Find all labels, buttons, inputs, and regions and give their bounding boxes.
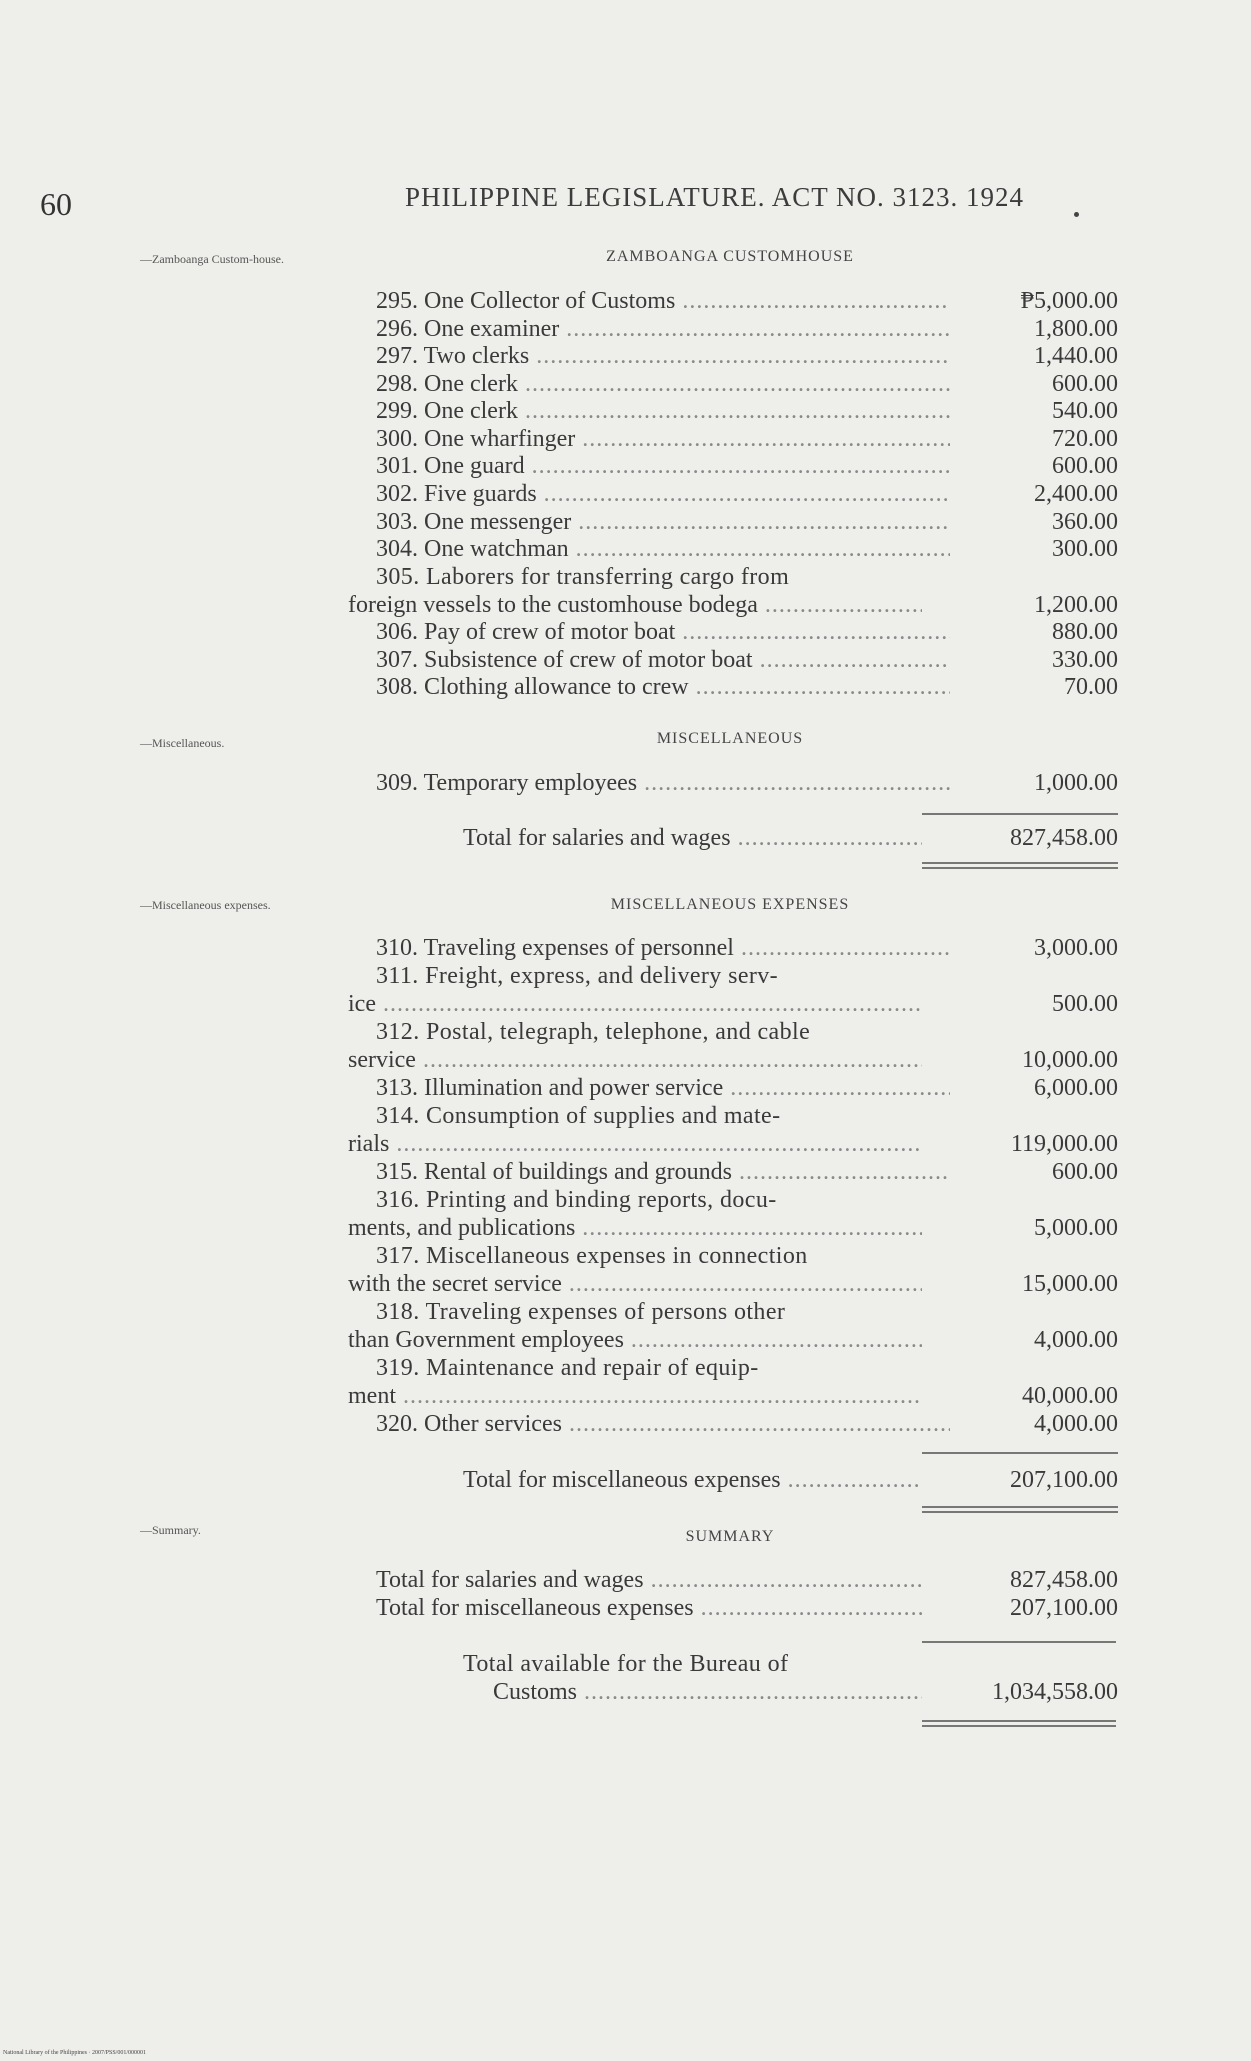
line-item-309 [348, 769, 1118, 797]
item-description: ice ..... [348, 990, 922, 1018]
line-item-319 [348, 1382, 1118, 1410]
page-number: 60 [40, 186, 72, 222]
line-item-315 [348, 1158, 1118, 1186]
line-item-311-first-line: 311. Freight, express, and delivery serv- [376, 963, 779, 989]
total-misc-row [348, 1466, 1118, 1494]
item-description: 298. One clerk ..... [348, 370, 950, 398]
grand-total-row [348, 1678, 1118, 1706]
line-item-306 [348, 618, 1118, 646]
item-amount: 40,000.00 [1022, 1383, 1118, 1409]
line-item-302 [348, 480, 1118, 508]
item-amount: 4,000.00 [1034, 1411, 1118, 1437]
line-item-303 [348, 508, 1118, 536]
item-description: 300. One wharfinger ..... [348, 425, 950, 453]
scan-footer: National Library of the Philippines · 2007/PSS/001/000001 [3, 2050, 146, 2056]
item-amount: 300.00 [1052, 536, 1118, 562]
item-description: 295. One Collector of Customs ..... [348, 287, 950, 315]
section-title-misc-expenses: MISCELLANEOUS EXPENSES [610, 896, 850, 913]
line-item-320 [348, 1410, 1118, 1438]
item-amount: 540.00 [1052, 398, 1118, 424]
line-item-312-first-line: 312. Postal, telegraph, telephone, and cable [376, 1019, 811, 1045]
line-item-297 [348, 342, 1118, 370]
line-item-316 [348, 1214, 1118, 1242]
item-amount: 10,000.00 [1022, 1047, 1118, 1073]
item-amount: 1,000.00 [1034, 770, 1118, 796]
item-description: 301. One guard ..... [348, 452, 950, 480]
item-description: 304. One watchman ..... [348, 535, 950, 563]
item-amount: 600.00 [1052, 371, 1118, 397]
line-item-316-first-line: 316. Printing and binding reports, docu- [376, 1187, 777, 1213]
summary-amount: 207,100.00 [1010, 1595, 1118, 1621]
item-description: 320. Other services ..... [348, 1410, 950, 1438]
item-amount: 3,000.00 [1034, 935, 1118, 961]
section-title-miscellaneous: MISCELLANEOUS [656, 730, 804, 747]
line-item-301 [348, 452, 1118, 480]
item-description: ment ..... [348, 1382, 922, 1410]
line-item-305-first-line: 305. Laborers for transferring cargo from [376, 564, 790, 590]
grand-total-first-line: Total available for the Bureau of [463, 1651, 789, 1677]
item-description: with the secret service ..... [348, 1270, 922, 1298]
line-item-300 [348, 425, 1118, 453]
item-description: 299. One clerk ..... [348, 397, 950, 425]
grand-total-amount: 1,034,558.00 [992, 1679, 1118, 1705]
line-item-319-first-line: 319. Maintenance and repair of equip- [376, 1355, 759, 1381]
total-label: Total for salaries and wages ..... [463, 824, 922, 852]
line-item-314-first-line: 314. Consumption of supplies and mate- [376, 1103, 781, 1129]
item-amount: 119,000.00 [1010, 1131, 1118, 1157]
line-item-308 [348, 673, 1118, 701]
item-description: 307. Subsistence of crew of motor boat ..... [348, 646, 950, 674]
line-item-318-first-line: 318. Traveling expenses of persons other [376, 1299, 786, 1325]
item-description: 309. Temporary employees ..... [348, 769, 950, 797]
item-amount: 330.00 [1052, 647, 1118, 673]
item-description: service ..... [348, 1046, 922, 1074]
item-description: 315. Rental of buildings and grounds ..... [348, 1158, 950, 1186]
total-rule [922, 1452, 1118, 1454]
item-amount: 880.00 [1052, 619, 1118, 645]
line-item-313 [348, 1074, 1118, 1102]
double-rule [922, 862, 1118, 869]
item-description: ments, and publications ..... [348, 1214, 922, 1242]
item-description: 313. Illumination and power service ..... [348, 1074, 950, 1102]
running-header: PHILIPPINE LEGISLATURE. ACT NO. 3123. 1924 [405, 182, 1025, 212]
double-rule [922, 1506, 1118, 1513]
item-amount: 500.00 [1052, 991, 1118, 1017]
line-item-318 [348, 1326, 1118, 1354]
margin-note-miscellaneous: —Miscellaneous. [140, 736, 225, 750]
item-amount: 5,000.00 [1034, 1215, 1118, 1241]
item-description: rials ..... [348, 1130, 922, 1158]
total-salaries-row [348, 824, 1118, 852]
margin-note-zamboanga: —Zamboanga Custom-house. [140, 252, 284, 266]
item-description: 296. One examiner ..... [348, 315, 950, 343]
line-item-312 [348, 1046, 1118, 1074]
item-description: 310. Traveling expenses of personnel ..... [348, 934, 950, 962]
line-item-298 [348, 370, 1118, 398]
item-amount: 600.00 [1052, 1159, 1118, 1185]
summary-salaries-row [348, 1566, 1118, 1594]
item-description: 302. Five guards ..... [348, 480, 950, 508]
total-rule [922, 813, 1118, 815]
summary-label: Total for miscellaneous expenses ..... [376, 1594, 922, 1622]
grand-total-label: Customs ..... [493, 1678, 922, 1706]
item-amount: 600.00 [1052, 453, 1118, 479]
line-item-311 [348, 990, 1118, 1018]
item-description: 297. Two clerks ..... [348, 342, 950, 370]
line-item-307 [348, 646, 1118, 674]
line-item-317-first-line: 317. Miscellaneous expenses in connection [376, 1243, 808, 1269]
double-rule [922, 1720, 1116, 1727]
section-title-zamboanga: ZAMBOANGA CUSTOMHOUSE [606, 248, 854, 265]
line-item-317 [348, 1270, 1118, 1298]
total-label: Total for miscellaneous expenses ..... [463, 1466, 922, 1494]
section-title-summary: SUMMARY [685, 1528, 775, 1545]
item-amount: 2,400.00 [1034, 481, 1118, 507]
item-description: 306. Pay of crew of motor boat ..... [348, 618, 950, 646]
line-item-304 [348, 535, 1118, 563]
line-item-299 [348, 397, 1118, 425]
line-item-310 [348, 934, 1118, 962]
item-description: foreign vessels to the customhouse bodega ..... [348, 591, 922, 619]
item-amount: 1,200.00 [1034, 592, 1118, 618]
item-amount: 4,000.00 [1034, 1327, 1118, 1353]
total-amount: 827,458.00 [1010, 825, 1118, 851]
margin-note-summary: —Summary. [140, 1523, 201, 1537]
item-description: than Government employees ..... [348, 1326, 922, 1354]
summary-amount: 827,458.00 [1010, 1567, 1118, 1593]
line-item-305 [348, 591, 1118, 619]
item-amount: ₱5,000.00 [1020, 288, 1118, 314]
total-amount: 207,100.00 [1010, 1467, 1118, 1493]
print-speck [1074, 212, 1079, 217]
summary-misc-row [348, 1594, 1118, 1622]
summary-label: Total for salaries and wages ..... [376, 1566, 922, 1594]
item-amount: 1,800.00 [1034, 316, 1118, 342]
margin-note-misc-expenses: —Miscellaneous expenses. [140, 898, 271, 912]
item-amount: 70.00 [1064, 674, 1118, 700]
item-description: 308. Clothing allowance to crew ..... [348, 673, 950, 701]
item-amount: 720.00 [1052, 426, 1118, 452]
item-amount: 6,000.00 [1034, 1075, 1118, 1101]
line-item-296 [348, 315, 1118, 343]
item-description: 303. One messenger ..... [348, 508, 950, 536]
total-rule [922, 1641, 1116, 1643]
item-amount: 360.00 [1052, 509, 1118, 535]
line-item-295 [348, 287, 1118, 315]
item-amount: 1,440.00 [1034, 343, 1118, 369]
line-item-314 [348, 1130, 1118, 1158]
item-amount: 15,000.00 [1022, 1271, 1118, 1297]
